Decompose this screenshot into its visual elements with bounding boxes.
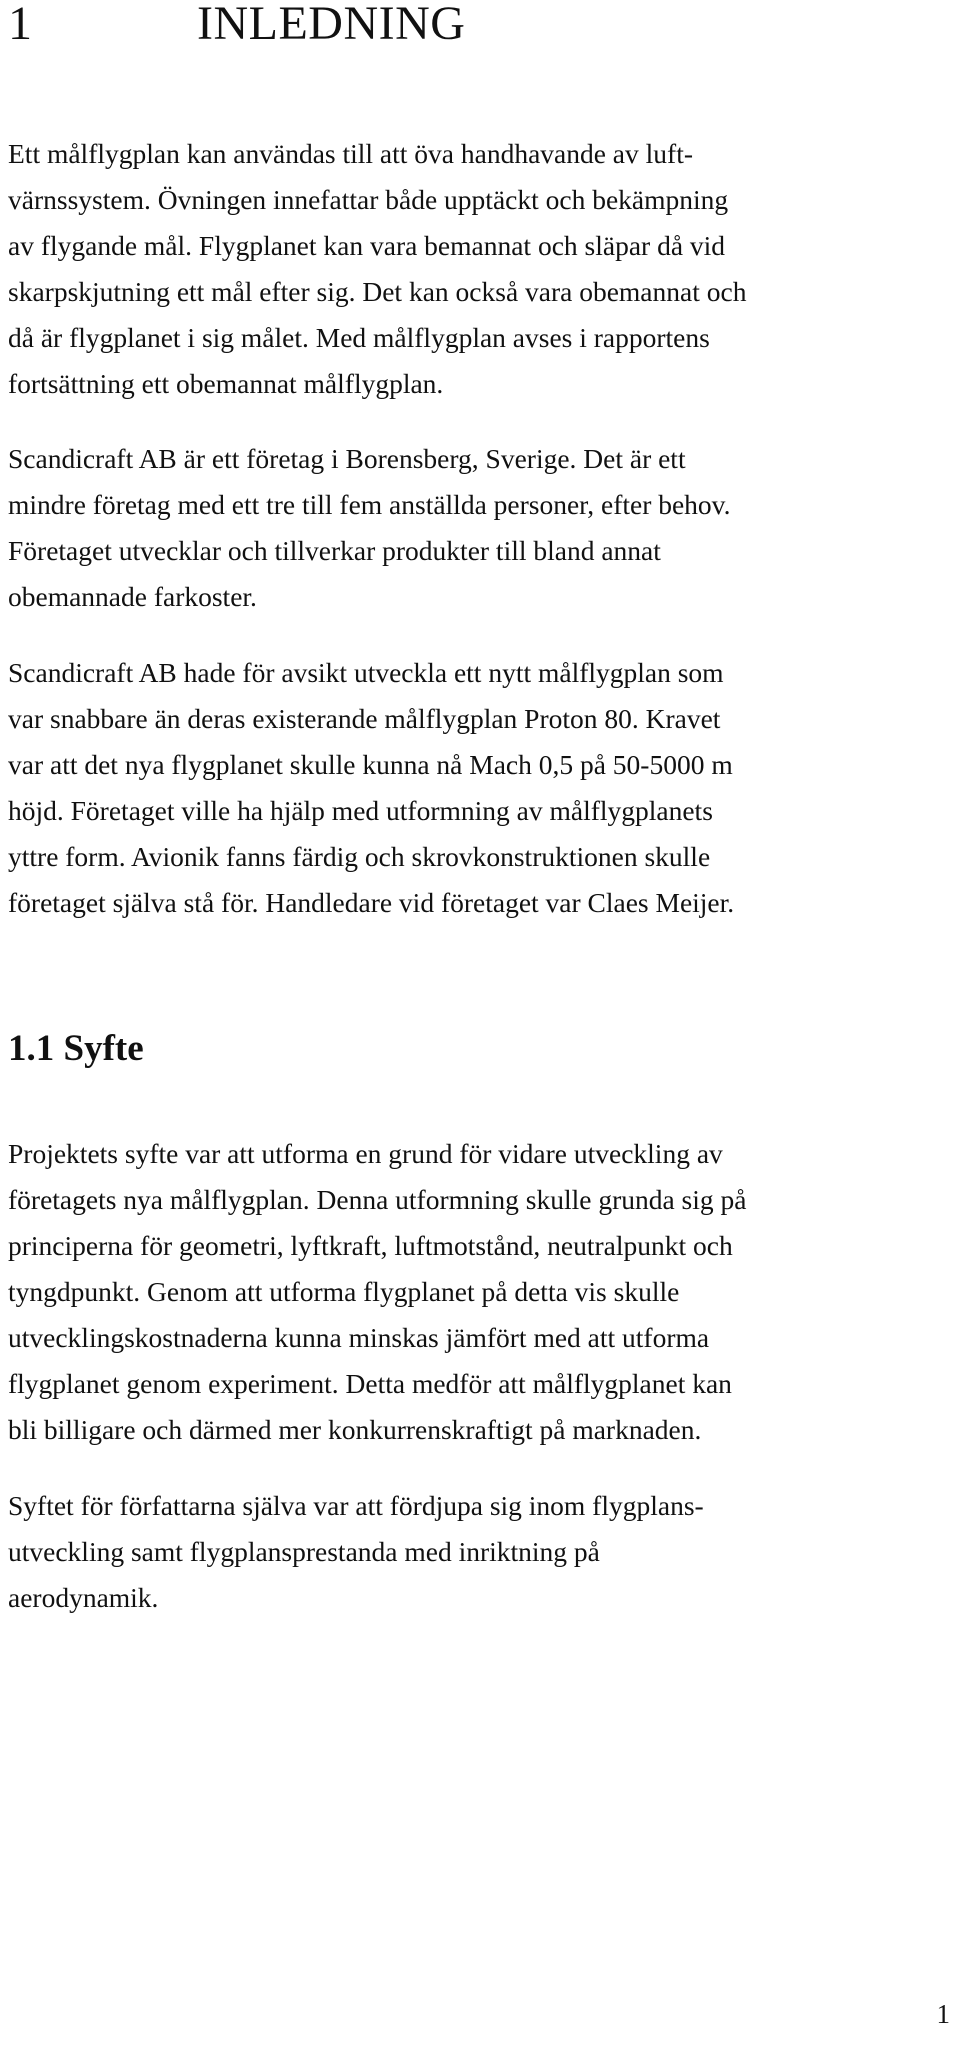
text-line: mindre företag med ett tre till fem anställda personer, efter behov. — [8, 489, 731, 520]
text-line: då är flygplanet i sig målet. Med målflygplan avses i rapportens — [8, 322, 710, 353]
intro-paragraph-2 — [8, 436, 731, 620]
text-line: fortsättning ett obemannat målflygplan. — [8, 368, 444, 399]
text-line: aerodynamik. — [8, 1582, 159, 1613]
text-line: Scandicraft AB hade för avsikt utveckla ett nytt målflygplan som — [8, 657, 724, 688]
text-line: bli billigare och därmed mer konkurrenskraftigt på marknaden. — [8, 1414, 702, 1445]
text-line: av flygande mål. Flygplanet kan vara bemannat och släpar då vid — [8, 230, 726, 261]
text-line: Företaget utvecklar och tillverkar produkter till bland annat — [8, 535, 661, 566]
text-line: höjd. Företaget ville ha hjälp med utformning av målflygplanets — [8, 795, 713, 826]
text-line: var snabbare än deras existerande målflygplan Proton 80. Kravet — [8, 703, 721, 734]
text-line: utveckling samt flygplansprestanda med inriktning på — [8, 1536, 600, 1567]
text-line: värnssystem. Övningen innefattar både upptäckt och bekämpning — [8, 184, 729, 215]
intro-paragraph-1 — [8, 131, 746, 407]
chapter-number: 1 — [8, 0, 33, 50]
text-line: yttre form. Avionik fanns färdig och skrovkonstruktionen skulle — [8, 841, 711, 872]
text-line: Syftet för författarna själva var att fördjupa sig inom flygplans- — [8, 1490, 704, 1521]
section-paragraph-2 — [8, 1483, 704, 1621]
text-line: företaget själva stå för. Handledare vid företaget var Claes Meijer. — [8, 887, 735, 918]
section-paragraph-1 — [8, 1131, 747, 1453]
intro-paragraph-3 — [8, 650, 734, 926]
text-line: skarpskjutning ett mål efter sig. Det kan också vara obemannat och — [8, 276, 747, 307]
section-heading: 1.1 Syfte — [8, 1028, 144, 1069]
page-number: 1 — [936, 1999, 950, 2029]
chapter-heading — [8, 0, 465, 48]
text-line: Scandicraft AB är ett företag i Borensberg, Sverige. Det är ett — [8, 443, 686, 474]
text-line: Projektets syfte var att utforma en grund för vidare utveckling av — [8, 1138, 723, 1169]
text-line: obemannade farkoster. — [8, 581, 257, 612]
text-line: principerna för geometri, lyftkraft, luftmotstånd, neutralpunkt och — [8, 1230, 733, 1261]
text-line: utvecklingskostnaderna kunna minskas jämfört med att utforma — [8, 1322, 710, 1353]
text-line: flygplanet genom experiment. Detta medför att målflygplanet kan — [8, 1368, 732, 1399]
text-line: tyngdpunkt. Genom att utforma flygplanet på detta vis skulle — [8, 1276, 680, 1307]
text-line: Ett målflygplan kan användas till att öva handhavande av luft- — [8, 138, 693, 169]
text-line: företagets nya målflygplan. Denna utformning skulle grunda sig på — [8, 1184, 747, 1215]
chapter-title: INLEDNING — [197, 0, 466, 50]
text-line: var att det nya flygplanet skulle kunna nå Mach 0,5 på 50-5000 m — [8, 749, 733, 780]
